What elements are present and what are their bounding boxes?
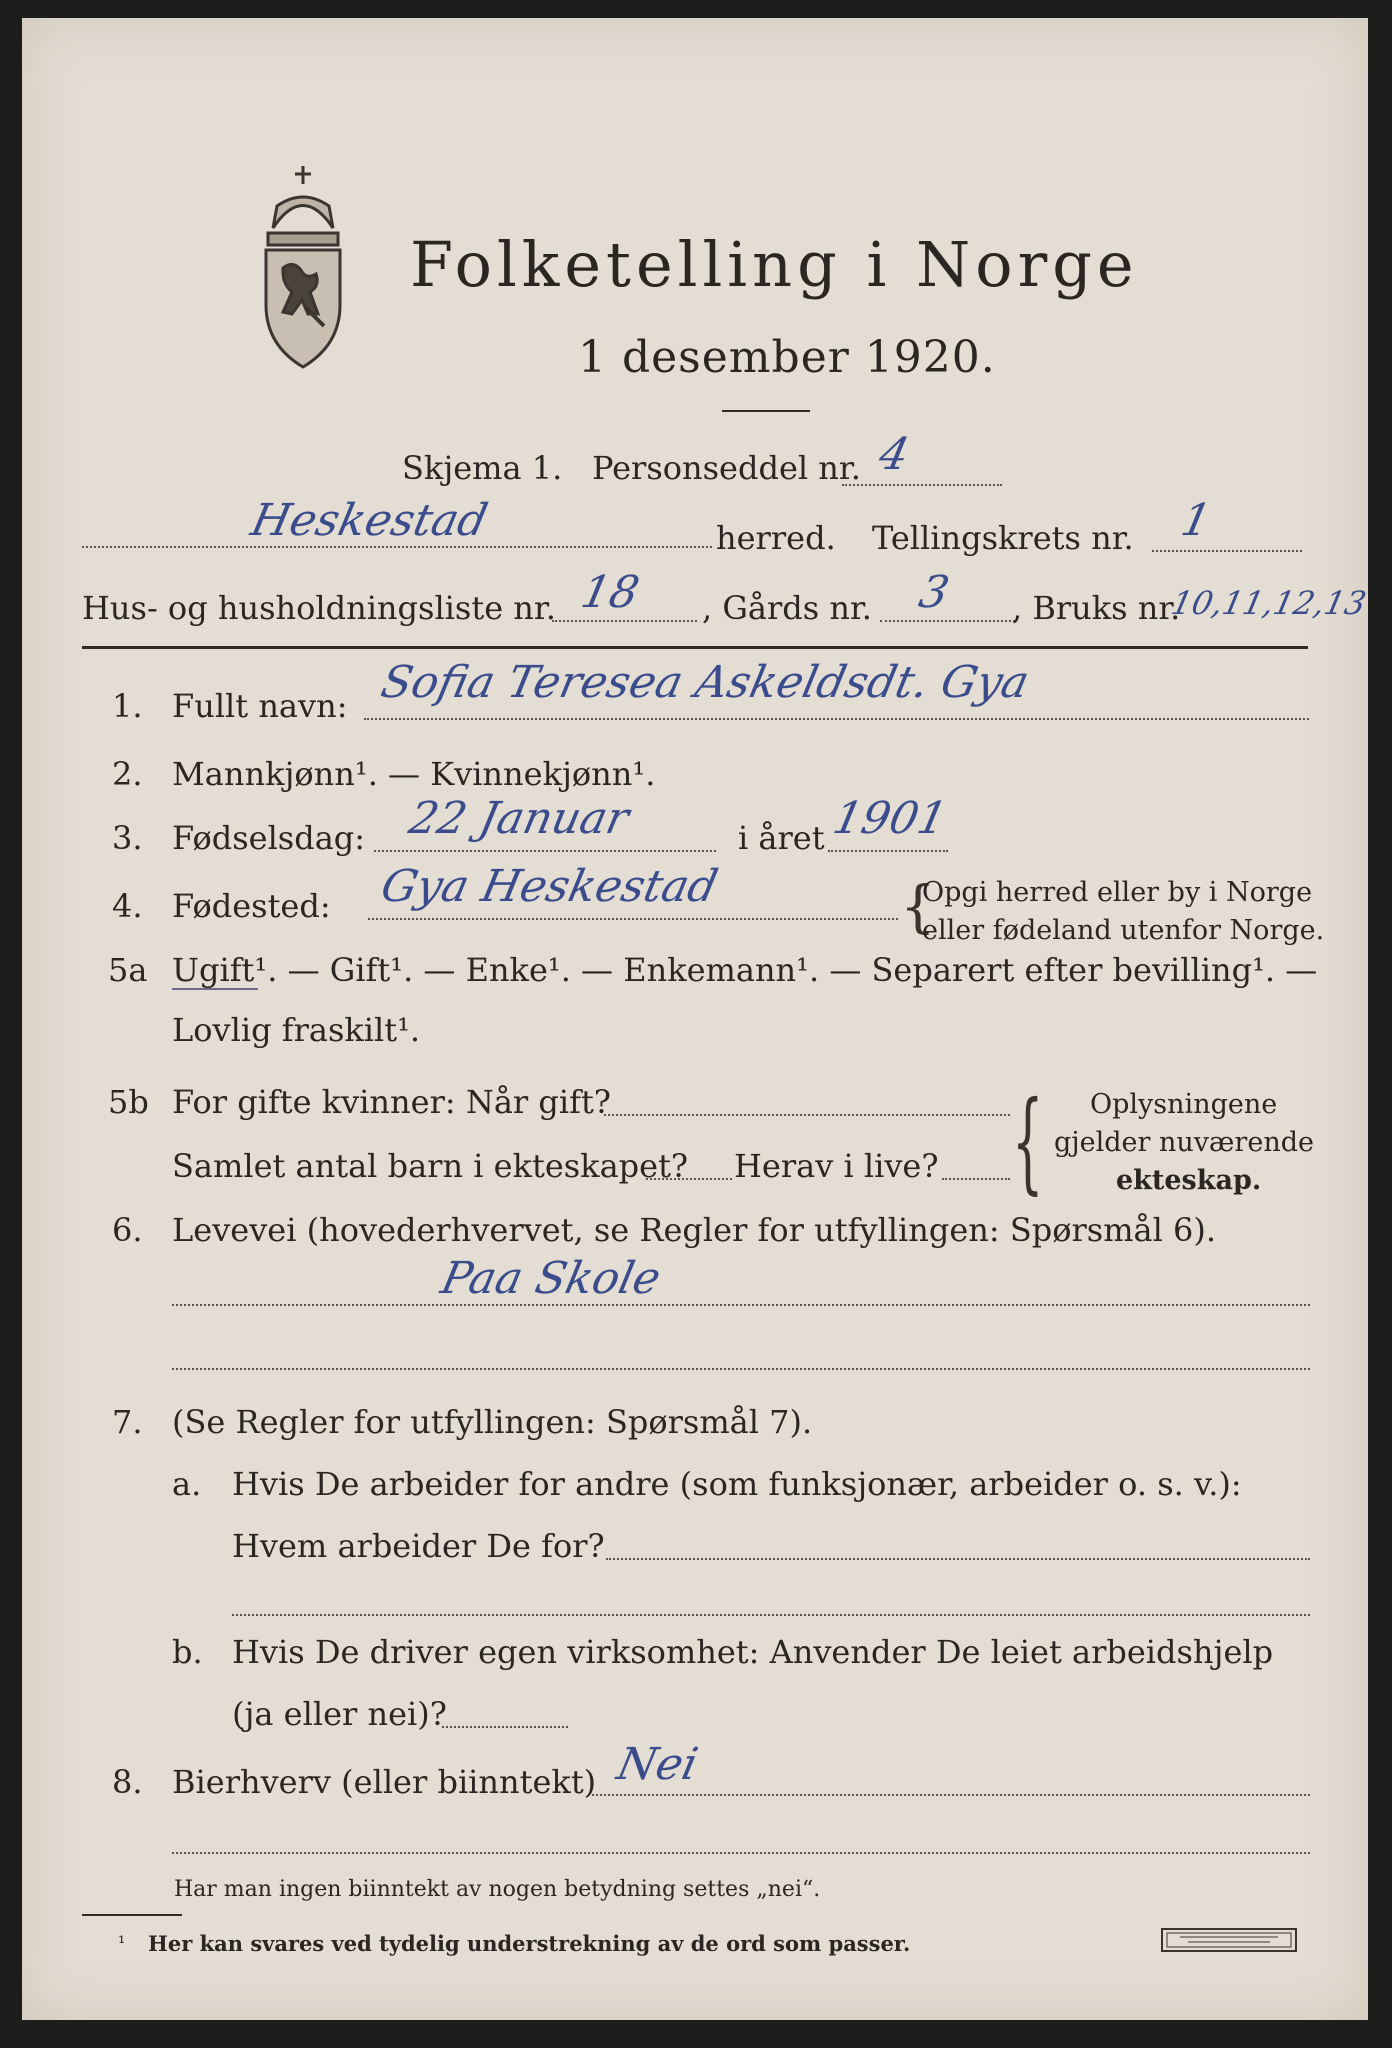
fodested-value[interactable]: Gya Heskestad [376, 861, 723, 912]
fodested-note-1: Opgi herred eller by i Norge [922, 877, 1313, 908]
ugift-underline [172, 988, 258, 990]
coat-of-arms-icon [248, 158, 358, 373]
herred-label: herred. [716, 519, 836, 557]
gards-label: , Gårds nr. [702, 589, 872, 627]
title-divider [722, 410, 810, 412]
personseddel-value[interactable]: 4 [874, 429, 914, 480]
sivilstand-label: Ugift¹. — Gift¹. — Enke¹. — Enkemann¹. — Separert efter bevilling¹. — [172, 951, 1318, 989]
personseddel-label: Personseddel nr. [592, 449, 861, 487]
ekteskap-note-2: gjelder nuværende [1054, 1127, 1314, 1158]
bruks-label: , Bruks nr. [1012, 589, 1181, 627]
footnote-mark: ¹ [118, 1933, 126, 1954]
census-date: 1 desember 1920. [578, 332, 996, 383]
biinntekt-note: Har man ingen biinntekt av nogen betydning settes „nei“. [174, 1877, 821, 1902]
bruks-value[interactable]: 10,11,12,13 [1167, 584, 1370, 622]
q7-label: (Se Regler for utfyllingen: Spørsmål 7). [172, 1403, 813, 1441]
levevei-label: Levevei (hovederhvervet, se Regler for utfyllingen: Spørsmål 6). [172, 1211, 1217, 1249]
printer-stamp-icon [1160, 1926, 1300, 1954]
fullt-navn-value[interactable]: Sofia Teresea Askeldsdt. Gya [376, 657, 1034, 708]
header-rule [82, 646, 1308, 649]
levevei-value[interactable]: Paa Skole [436, 1253, 666, 1304]
hus-value[interactable]: 18 [576, 567, 644, 618]
fodested-note-2: eller fødeland utenfor Norge. [922, 915, 1325, 946]
fodselsdag-value[interactable]: 22 Januar [404, 793, 634, 844]
skjema-label: Skjema 1. [402, 449, 563, 487]
footnote-rule [82, 1914, 182, 1916]
herav-i-live-label: Herav i live? [734, 1147, 939, 1185]
tellingskrets-label: Tellingskrets nr. [872, 519, 1134, 557]
kjonn-label: Mannkjønn¹. — Kvinnekjønn¹. [172, 755, 656, 793]
q7b-label-2: (ja eller nei)? [232, 1695, 447, 1733]
bierhverv-label: Bierhverv (eller biinntekt) [172, 1763, 597, 1801]
antal-barn-label: Samlet antal barn i ekteskapet? [172, 1147, 689, 1185]
bierhverv-value[interactable]: Nei [612, 1739, 703, 1790]
sivilstand-label-2: Lovlig fraskilt¹. [172, 1011, 421, 1049]
fodselsdag-label: Fødselsdag: [172, 819, 366, 857]
ekteskap-note-1: Oplysningene [1090, 1089, 1278, 1120]
tellingskrets-value[interactable]: 1 [1176, 495, 1216, 546]
q7a-label-1: Hvis De arbeider for andre (som funksjonær, arbeider o. s. v.): [232, 1465, 1242, 1503]
herred-value[interactable]: Heskestad [246, 495, 492, 546]
census-form-sheet: Folketelling i Norge 1 desember 1920. Skjema 1. Personseddel nr. 4 Heskestad herred. Tellingskrets nr. 1 Hus- og husholdningsliste nr. 18 , Gårds nr. 3 , Bruks nr. 10,11,12,13 1. Fullt navn: Sofia Teresea Askeldsdt. Gya 2. Mannkjønn¹. — Kvinnekjønn¹. 3. Fødselsdag: 22 Januar i året 1901 4. Fødested: Gya Heskestad { Opgi herred eller by i Norge eller fødeland utenfor Norge. 5a Ugift¹. — Gift¹. — Enke¹. — Enkemann¹. — Separert efter bevilling¹. — Lovlig fraskilt¹. 5b For gifte kvinner: Når gift? Samlet antal barn i ekteskapet? Herav i live? { Oplysningene gjelder nuværende ekteskap. 6. Levevei (hovederhvervet, se Regler for utfyllingen: Spørsmål 6). Paa Skole 7. (Se Regler for utfyllingen: Spørsmål 7). a. Hvis De arbeider for andre (som funksjonær, arbeider o. s. v.): Hvem arbeider De for? b. Hvis De driver egen virksomhet: Anvender De leiet arbeidshjelp (ja eller nei)? 8. Bierhverv (eller biinntekt) Nei Har man ingen biinntekt av nogen betydning settes „nei“. ¹ Her kan svares ved tydelig understrekning av de ord som passer. [22, 18, 1368, 2020]
hus-label: Hus- og husholdningsliste nr. [82, 589, 556, 627]
footnote-text: Her kan svares ved tydelig understrekning av de ord som passer. [148, 1931, 911, 1956]
ekteskap-note-3: ekteskap. [1116, 1165, 1262, 1196]
q7a-label-2: Hvem arbeider De for? [232, 1527, 605, 1565]
fullt-navn-label: Fullt navn: [172, 687, 348, 725]
form-title: Folketelling i Norge [410, 228, 1139, 301]
q7b-label-1: Hvis De driver egen virksomhet: Anvender De leiet arbeidshjelp [232, 1633, 1274, 1671]
aaret-value[interactable]: 1901 [828, 793, 952, 844]
gards-value[interactable]: 3 [914, 567, 954, 618]
fodested-label: Fødested: [172, 887, 331, 925]
aaret-label: i året [738, 819, 825, 857]
naar-gift-label: For gifte kvinner: Når gift? [172, 1083, 611, 1121]
